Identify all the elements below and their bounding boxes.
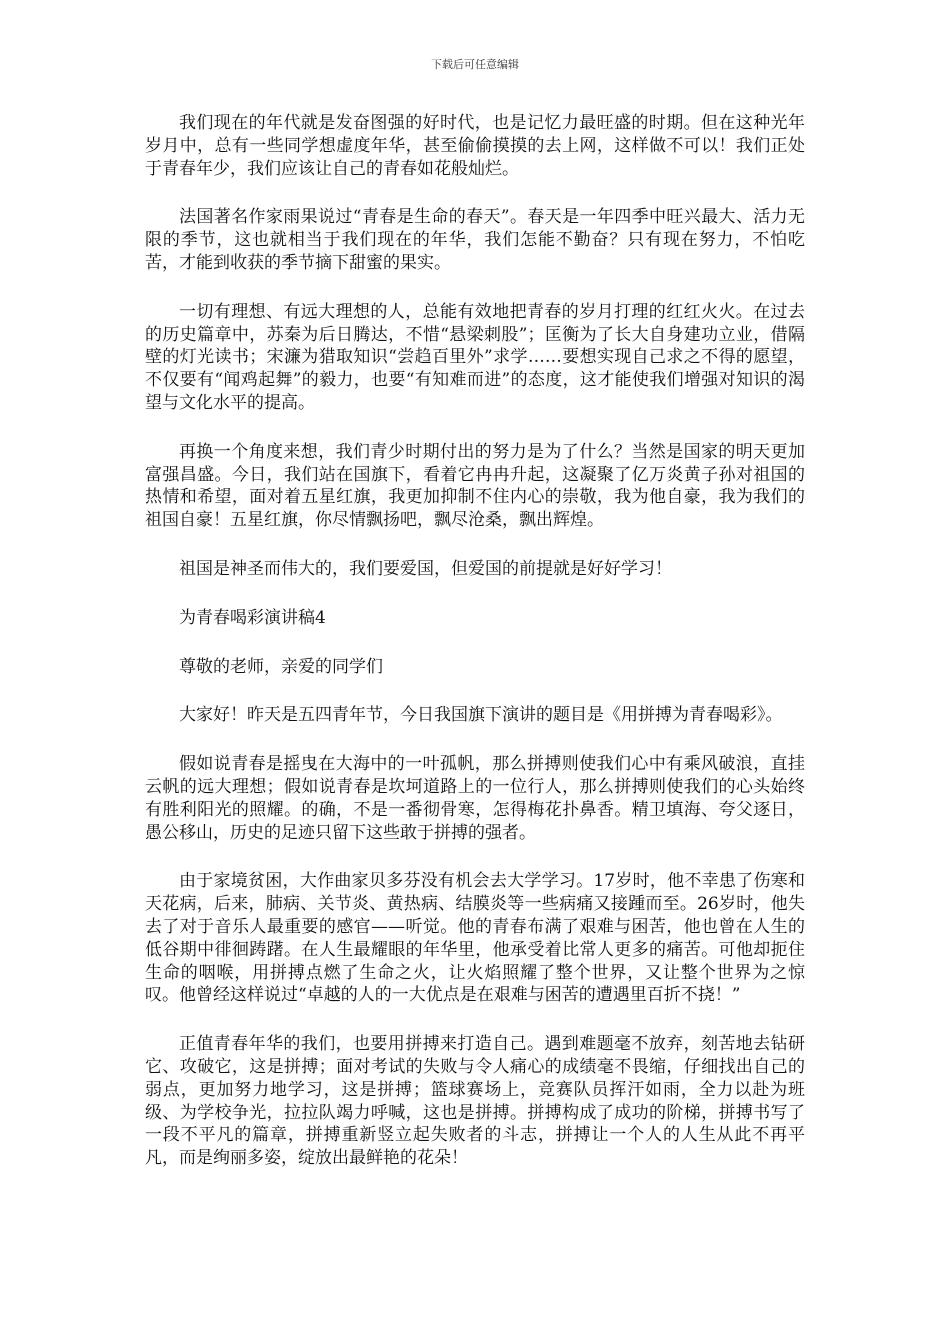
paragraph: 由于家境贫困，大作曲家贝多芬没有机会去大学学习。17岁时，他不幸患了伤寒和天花病，后来，肺病、关节炎、黄热病、结膜炎等一些病痛又接踵而至。26岁时，他失去了对于音乐人最重要的感官——听觉。他的青春布满了艰难与困苦，他也曾在人生的低谷期中徘徊踌躇。在人生最耀眼的年华里，他承受着比常人更多的痛苦。可他却扼住生命的咽喉，用拼搏点燃了生命之火，让火焰照耀了整个世界，又让整个世界为之惊叹。他曾经这样说过“卓越的人的一大优点是在艰难与困苦的遭遇里百折不挠！” bbox=[145, 871, 805, 1006]
paragraph: 我们现在的年代就是发奋图强的好时代，也是记忆力最旺盛的时期。但在这种光年岁月中，总有一些同学想虚度年华，甚至偷偷摸摸的去上网，这样做不可以！我们正处于青春年少，我们应该让自己的青春如花般灿烂。 bbox=[145, 113, 805, 179]
salutation: 尊敬的老师，亲爱的同学们 bbox=[179, 656, 383, 677]
paragraph: 正值青春年华的我们，也要用拼搏来打造自己。遇到难题毫不放弃，刻苦地去钻研它、攻破它，这是拼搏；面对考试的失败与令人痛心的成绩毫不畏缩，仔细找出自己的弱点，更加努力地学习，这是拼搏；篮球赛场上，竞赛队员挥汗如雨，全力以赴为班级、为学校争光，拉拉队竭力呼喊，这也是拼搏。拼搏构成了成功的阶梯，拼搏书写了一段不平凡的篇章，拼搏重新竖立起失败者的斗志，拼搏让一个人的人生从此不再平凡，而是绚丽多姿，绽放出最鲜艳的花朵！ bbox=[145, 1034, 805, 1169]
section-title: 为青春喝彩演讲稿4 bbox=[179, 607, 326, 628]
paragraph: 祖国是神圣而伟大的，我们要爱国，但爱国的前提就是好好学习！ bbox=[179, 558, 672, 579]
paragraph: 再换一个角度来想，我们青少时期付出的努力是为了什么？当然是国家的明天更加富强昌盛。今日，我们站在国旗下，看着它冉冉升起，这凝聚了亿万炎黄子孙对祖国的热情和希望，面对着五星红旗，我更加抑制不住内心的崇敬，我为他自豪，我为我们的祖国自豪！五星红旗，你尽情飘扬吧，飘尽沧桑，飘出辉煌。 bbox=[145, 441, 805, 531]
paragraph: 大家好！昨天是五四青年节，今日我国旗下演讲的题目是《用拼搏为青春喝彩》。 bbox=[179, 705, 783, 726]
paragraph: 一切有理想、有远大理想的人，总能有效地把青春的岁月打理的红红火火。在过去的历史篇章中，苏秦为后日腾达，不惜“悬梁刺股”；匡衡为了长大自身建功立业，借隔壁的灯光读书；宋濂为猎取知识“尝趋百里外”求学……要想实现自己求之不得的愿望，不仅要有“闻鸡起舞”的毅力，也要“有知难而进”的态度，这才能使我们增强对知识的渴望与文化水平的提高。 bbox=[145, 301, 805, 413]
paragraph: 法国著名作家雨果说过“青春是生命的春天”。春天是一年四季中旺兴最大、活力无限的季节，这也就相当于我们现在的年华，我们怎能不勤奋？只有现在努力，不怕吃苦，才能到收获的季节摘下甜蜜的果实。 bbox=[145, 207, 805, 273]
document-body bbox=[145, 112, 805, 1196]
paragraph: 假如说青春是摇曳在大海中的一叶孤帆，那么拼搏则使我们心中有乘风破浪，直挂云帆的远大理想；假如说青春是坎坷道路上的一位行人，那么拼搏则使我们的心头始终有胜利阳光的照耀。的确，不是一番彻骨寒，怎得梅花扑鼻香。精卫填海、夸父逐日，愚公移山，历史的足迹只留下这些敢于拼搏的强者。 bbox=[145, 754, 805, 843]
page-header: 下载后可任意编辑 bbox=[431, 58, 519, 71]
